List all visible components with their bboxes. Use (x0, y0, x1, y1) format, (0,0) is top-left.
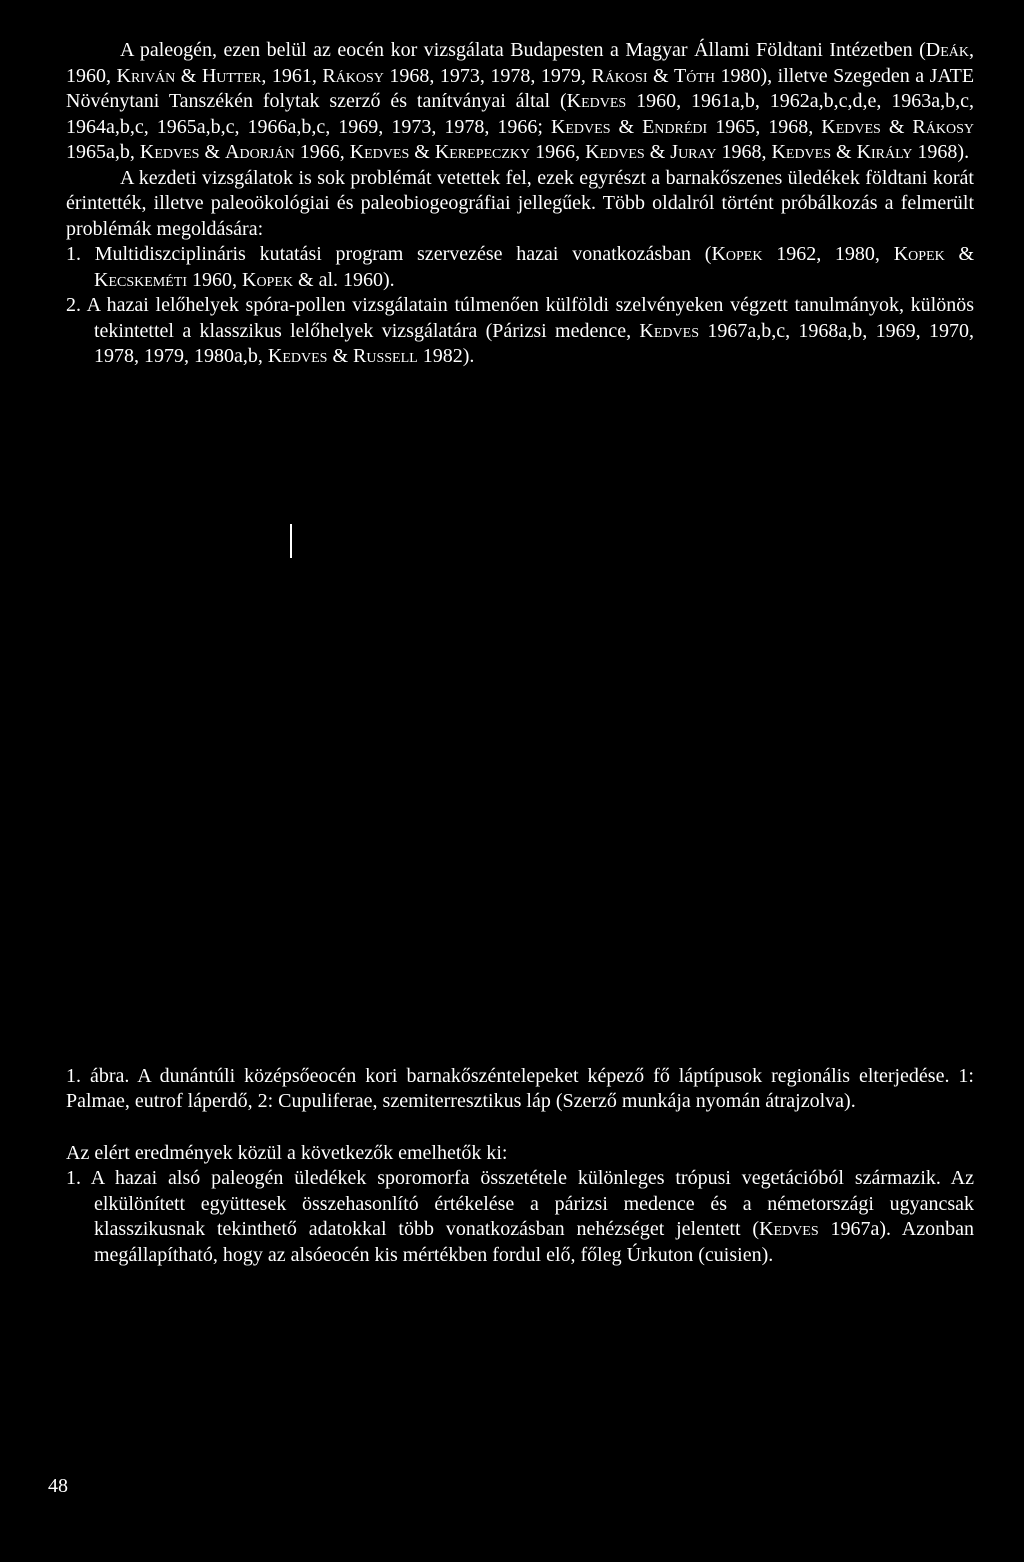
author-name: Rákosi (591, 64, 648, 87)
text-run: 1968). (912, 141, 970, 163)
text-run: 1960, 1961a,b, 1962a,b,c,d,e, 1963a,b,c, 1964a,b,c, 1965a,b,c, 1966a,b,c, 1969, 1973, 1978, 1966; (66, 90, 975, 138)
problems-paragraph: A kezdeti vizsgálatok is sok problémát vetettek fel, ezek egyrészt a barnakőszenes üledékek földtani korát érintették, illetve paleoökológiai és paleobiogeográfiai jellegűek. Több oldalról történt próbálkozás a felmerült problémák megoldására: (66, 166, 974, 240)
text-run: 1966, (530, 141, 586, 163)
text-run: & (644, 141, 671, 163)
author-name: Kopek (893, 243, 945, 265)
author-name: Adorján (225, 141, 295, 163)
author-name: Kedves (267, 345, 328, 367)
author-name: Russell (353, 345, 418, 367)
author-name: Kedves (349, 141, 410, 163)
author-name: Rákosy (322, 64, 384, 87)
text-run: & (409, 141, 435, 163)
text-run: & (944, 243, 975, 265)
text-run: 1967a). Azonban megállapítható, hogy az alsóeocén kis mértékben fordul elő, főleg Úrkuton (cuisien). (94, 1218, 974, 1266)
text-run: & (199, 141, 226, 163)
results-item-1 (66, 1166, 974, 1268)
author-name: Kerepeczky (434, 141, 531, 163)
page-body (66, 38, 974, 1268)
intro-paragraph (66, 38, 974, 166)
results-intro: Az elért eredmények közül a következők emelhetők ki: (66, 1141, 508, 1164)
text-run: & (175, 64, 202, 87)
author-name: Rákosy (912, 115, 974, 138)
page-number: 48 (48, 1475, 68, 1497)
author-name: Kedves (759, 1218, 819, 1240)
text-run: , 1961, (261, 64, 323, 87)
text-run: Multidiszciplináris kutatási program szervezése hazai vonatkozásban ( (94, 243, 712, 265)
author-name: Tóth (674, 64, 716, 87)
text-run: 1980), illetve Szegeden a JATE Növénytani Tanszékén folytak szerző és tanítványai által ( (66, 64, 975, 112)
text-run: 1965, 1968, (707, 115, 822, 138)
text-run: 1967a,b,c, 1968a,b, 1969, 1970, 1978, 1979, 1980a,b, (94, 319, 974, 367)
text-run: 1982). (417, 345, 475, 367)
author-name: Kedves (821, 115, 881, 138)
list-number: 1. (66, 1167, 81, 1189)
author-name: Kedves (139, 141, 200, 163)
figure-mark (290, 524, 292, 558)
list-item-2 (66, 293, 974, 370)
author-name: Kedves (771, 141, 832, 163)
text-run: 1966, (294, 141, 350, 163)
author-name: Kedves (639, 319, 699, 342)
author-name: Kedves (550, 115, 611, 138)
text-run: & (327, 345, 354, 367)
text-run: 1968, 1973, 1978, 1979, (383, 64, 592, 87)
text-run: 1962, 1980, (762, 243, 894, 265)
list-number: 2. (66, 294, 81, 316)
text-run: & (610, 115, 643, 138)
list-number: 1. (66, 243, 81, 265)
author-name: Hutter (201, 64, 262, 87)
text-run: , 1960, (66, 39, 974, 87)
text-run: & (880, 115, 913, 138)
text-run: A hazai alsó paleogén üledékek sporomorfa összetétele különleges trópusi vegetációból származik. Az elkülönített együttesek összehasonlító értékelése a párizsi medence és a németországi ugyancsak klasszikusnak tekinthető adatokkal több vonatkozásban nehézséget jelentett ( (90, 1167, 974, 1240)
figure-area (66, 370, 974, 1064)
author-name: Kopek (711, 243, 763, 265)
list-item-1 (66, 242, 974, 293)
author-name: Kedves (566, 90, 627, 112)
text-run: A paleogén, ezen belül az eocén kor vizsgálata Budapesten a Magyar Állami Földtani Intézetben ( (120, 39, 926, 61)
text-run: 1960, (187, 268, 242, 291)
author-name: Endrédi (642, 115, 708, 138)
text-run: A hazai lelőhelyek spóra-pollen vizsgálatain túlmenően külföldi szelvényeken végzett tanulmányok, különös tekintettel a klasszikus lelőhelyek vizsgálatára (Párizsi medence, (86, 294, 974, 342)
text-run: 1968, (716, 141, 772, 163)
author-name: Juray (670, 141, 717, 163)
author-name: Kecskeméti (94, 268, 187, 291)
author-name: Kedves (585, 141, 645, 163)
figure-caption: 1. ábra. A dunántúli középsőeocén kori barnakőszéntelepeket képező fő láptípusok regionális elterjedése. 1: Palmae, eutrof láperdő, 2: Cupuliferae, szemiterresztikus láp (Szerző munkája nyomán átrajzolva). (66, 1064, 974, 1112)
text-run: & (647, 64, 675, 87)
author-name: Deák (925, 39, 969, 61)
author-name: Király (856, 141, 913, 163)
text-run: & al. 1960). (293, 268, 395, 291)
author-name: Kriván (116, 64, 176, 87)
text-run: & (831, 141, 857, 163)
author-name: Kopek (242, 268, 294, 291)
text-run: 1965a,b, (66, 141, 140, 163)
